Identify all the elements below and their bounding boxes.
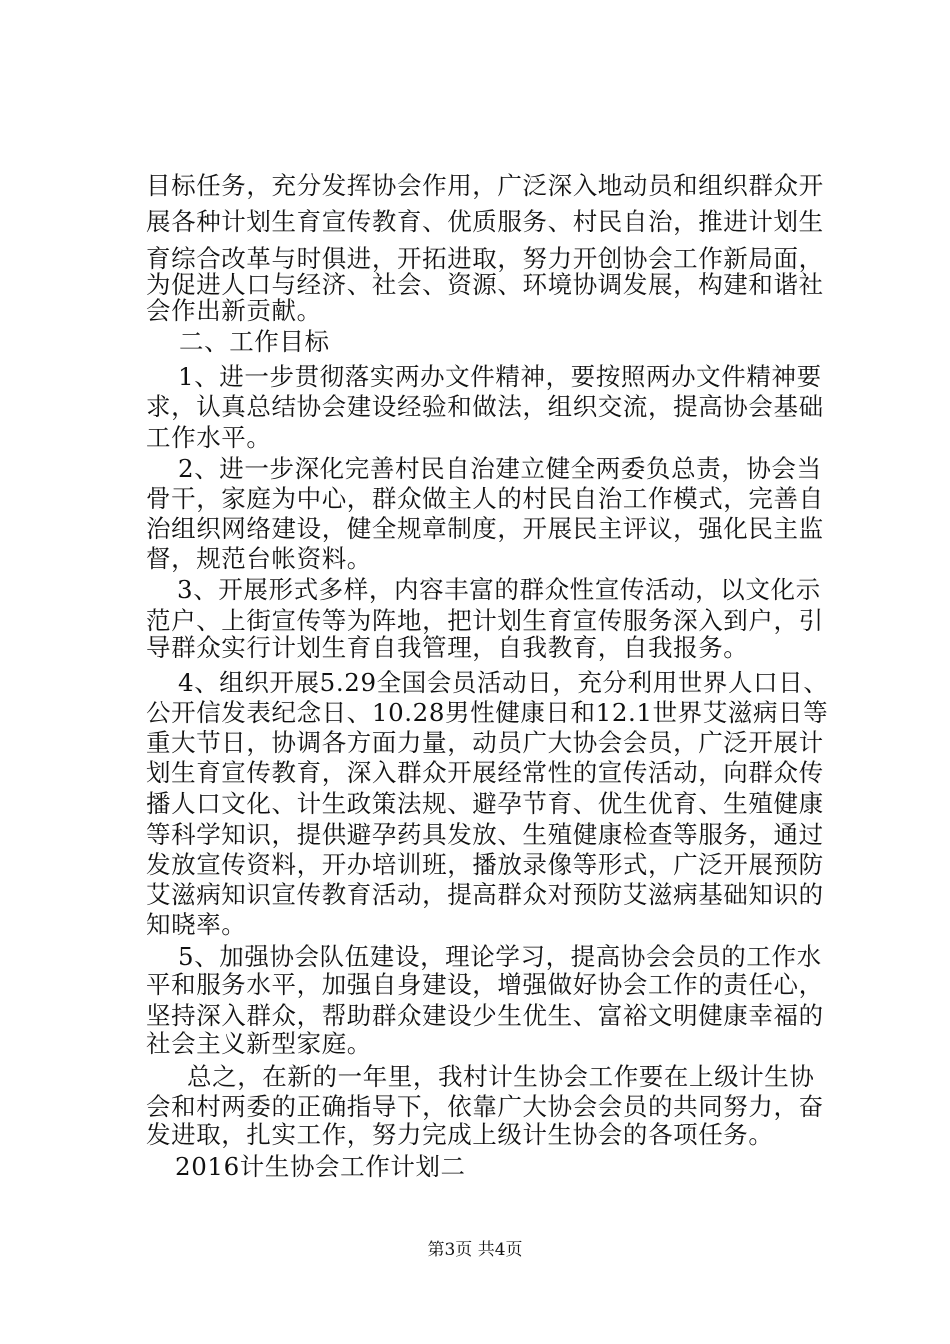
text-line: 平和服务水平，加强自身建设，增强做好协会工作的责任心， [146,970,824,999]
text-line: 2、进一步深化完善村民自治建立健全两委负总责，协会当 [178,454,822,483]
page-footer: 第3页 共4页 [427,1240,523,1260]
text-line: 范户、上街宣传等为阵地，把计划生育宣传服务深入到户，引 [146,606,824,635]
text-line: 治组织网络建设，健全规章制度，开展民主评议，强化民主监 [146,514,824,543]
text-line: 等科学知识，提供避孕药具发放、生殖健康检查等服务，通过 [146,820,824,849]
text-line: 目标任务，充分发挥协会作用，广泛深入地动员和组织群众开 [146,171,824,200]
text-line: 播人口文化、计生政策法规、避孕节育、优生优育、生殖健康 [146,789,824,818]
text-line: 求，认真总结协会建设经验和做法，组织交流，提高协会基础 [146,392,824,421]
section-heading: 二、工作目标 [179,327,330,356]
text-line: 导群众实行计划生育自我管理，自我教育，自我报务。 [146,633,749,662]
text-line: 3、开展形式多样，内容丰富的群众性宣传活动，以文化示 [177,575,821,604]
text-line: 社会主义新型家庭。 [146,1029,372,1058]
text-line: 5、加强协会队伍建设，理论学习，提高协会会员的工作水 [178,942,822,971]
text-line: 会作出新贡献。 [146,296,322,325]
text-line: 展各种计划生育宣传教育、优质服务、村民自治，推进计划生 [146,207,824,236]
text-line: 艾滋病知识宣传教育活动，提高群众对预防艾滋病基础知识的 [146,880,824,909]
text-line: 为促进人口与经济、社会、资源、环境协调发展，构建和谐社 [146,270,824,299]
text-line: 督，规范台帐资料。 [146,544,372,573]
text-line: 育综合改革与时俱进，开拓进取，努力开创协会工作新局面， [146,244,824,273]
text-line: 划生育宣传教育，深入群众开展经常性的宣传活动，向群众传 [146,758,824,787]
text-line: 1、进一步贯彻落实两办文件精神，要按照两办文件精神要 [178,362,822,391]
text-line: 会和村两委的正确指导下，依靠广大协会会员的共同努力，奋 [146,1092,824,1121]
text-line: 发进取，扎实工作，努力完成上级计生协会的各项任务。 [146,1120,774,1149]
section-heading: 2016计生协会工作计划二 [175,1152,466,1181]
text-line: 工作水平。 [146,423,272,452]
text-line: 坚持深入群众，帮助群众建设少生优生、富裕文明健康幸福的 [146,1001,824,1030]
text-line: 骨干，家庭为中心，群众做主人的村民自治工作模式，完善自 [146,484,824,513]
text-line: 总之，在新的一年里，我村计生协会工作要在上级计生协 [187,1062,815,1091]
text-line: 发放宣传资料，开办培训班，播放录像等形式，广泛开展预防 [146,850,824,879]
text-line: 公开信发表纪念日、10.28男性健康日和12.1世界艾滋病日等 [146,698,829,727]
text-line: 重大节日，协调各方面力量，动员广大协会会员，广泛开展计 [146,728,824,757]
text-line: 4、组织开展5.29全国会员活动日，充分利用世界人口日、 [178,668,829,697]
text-line: 知晓率。 [146,910,247,939]
